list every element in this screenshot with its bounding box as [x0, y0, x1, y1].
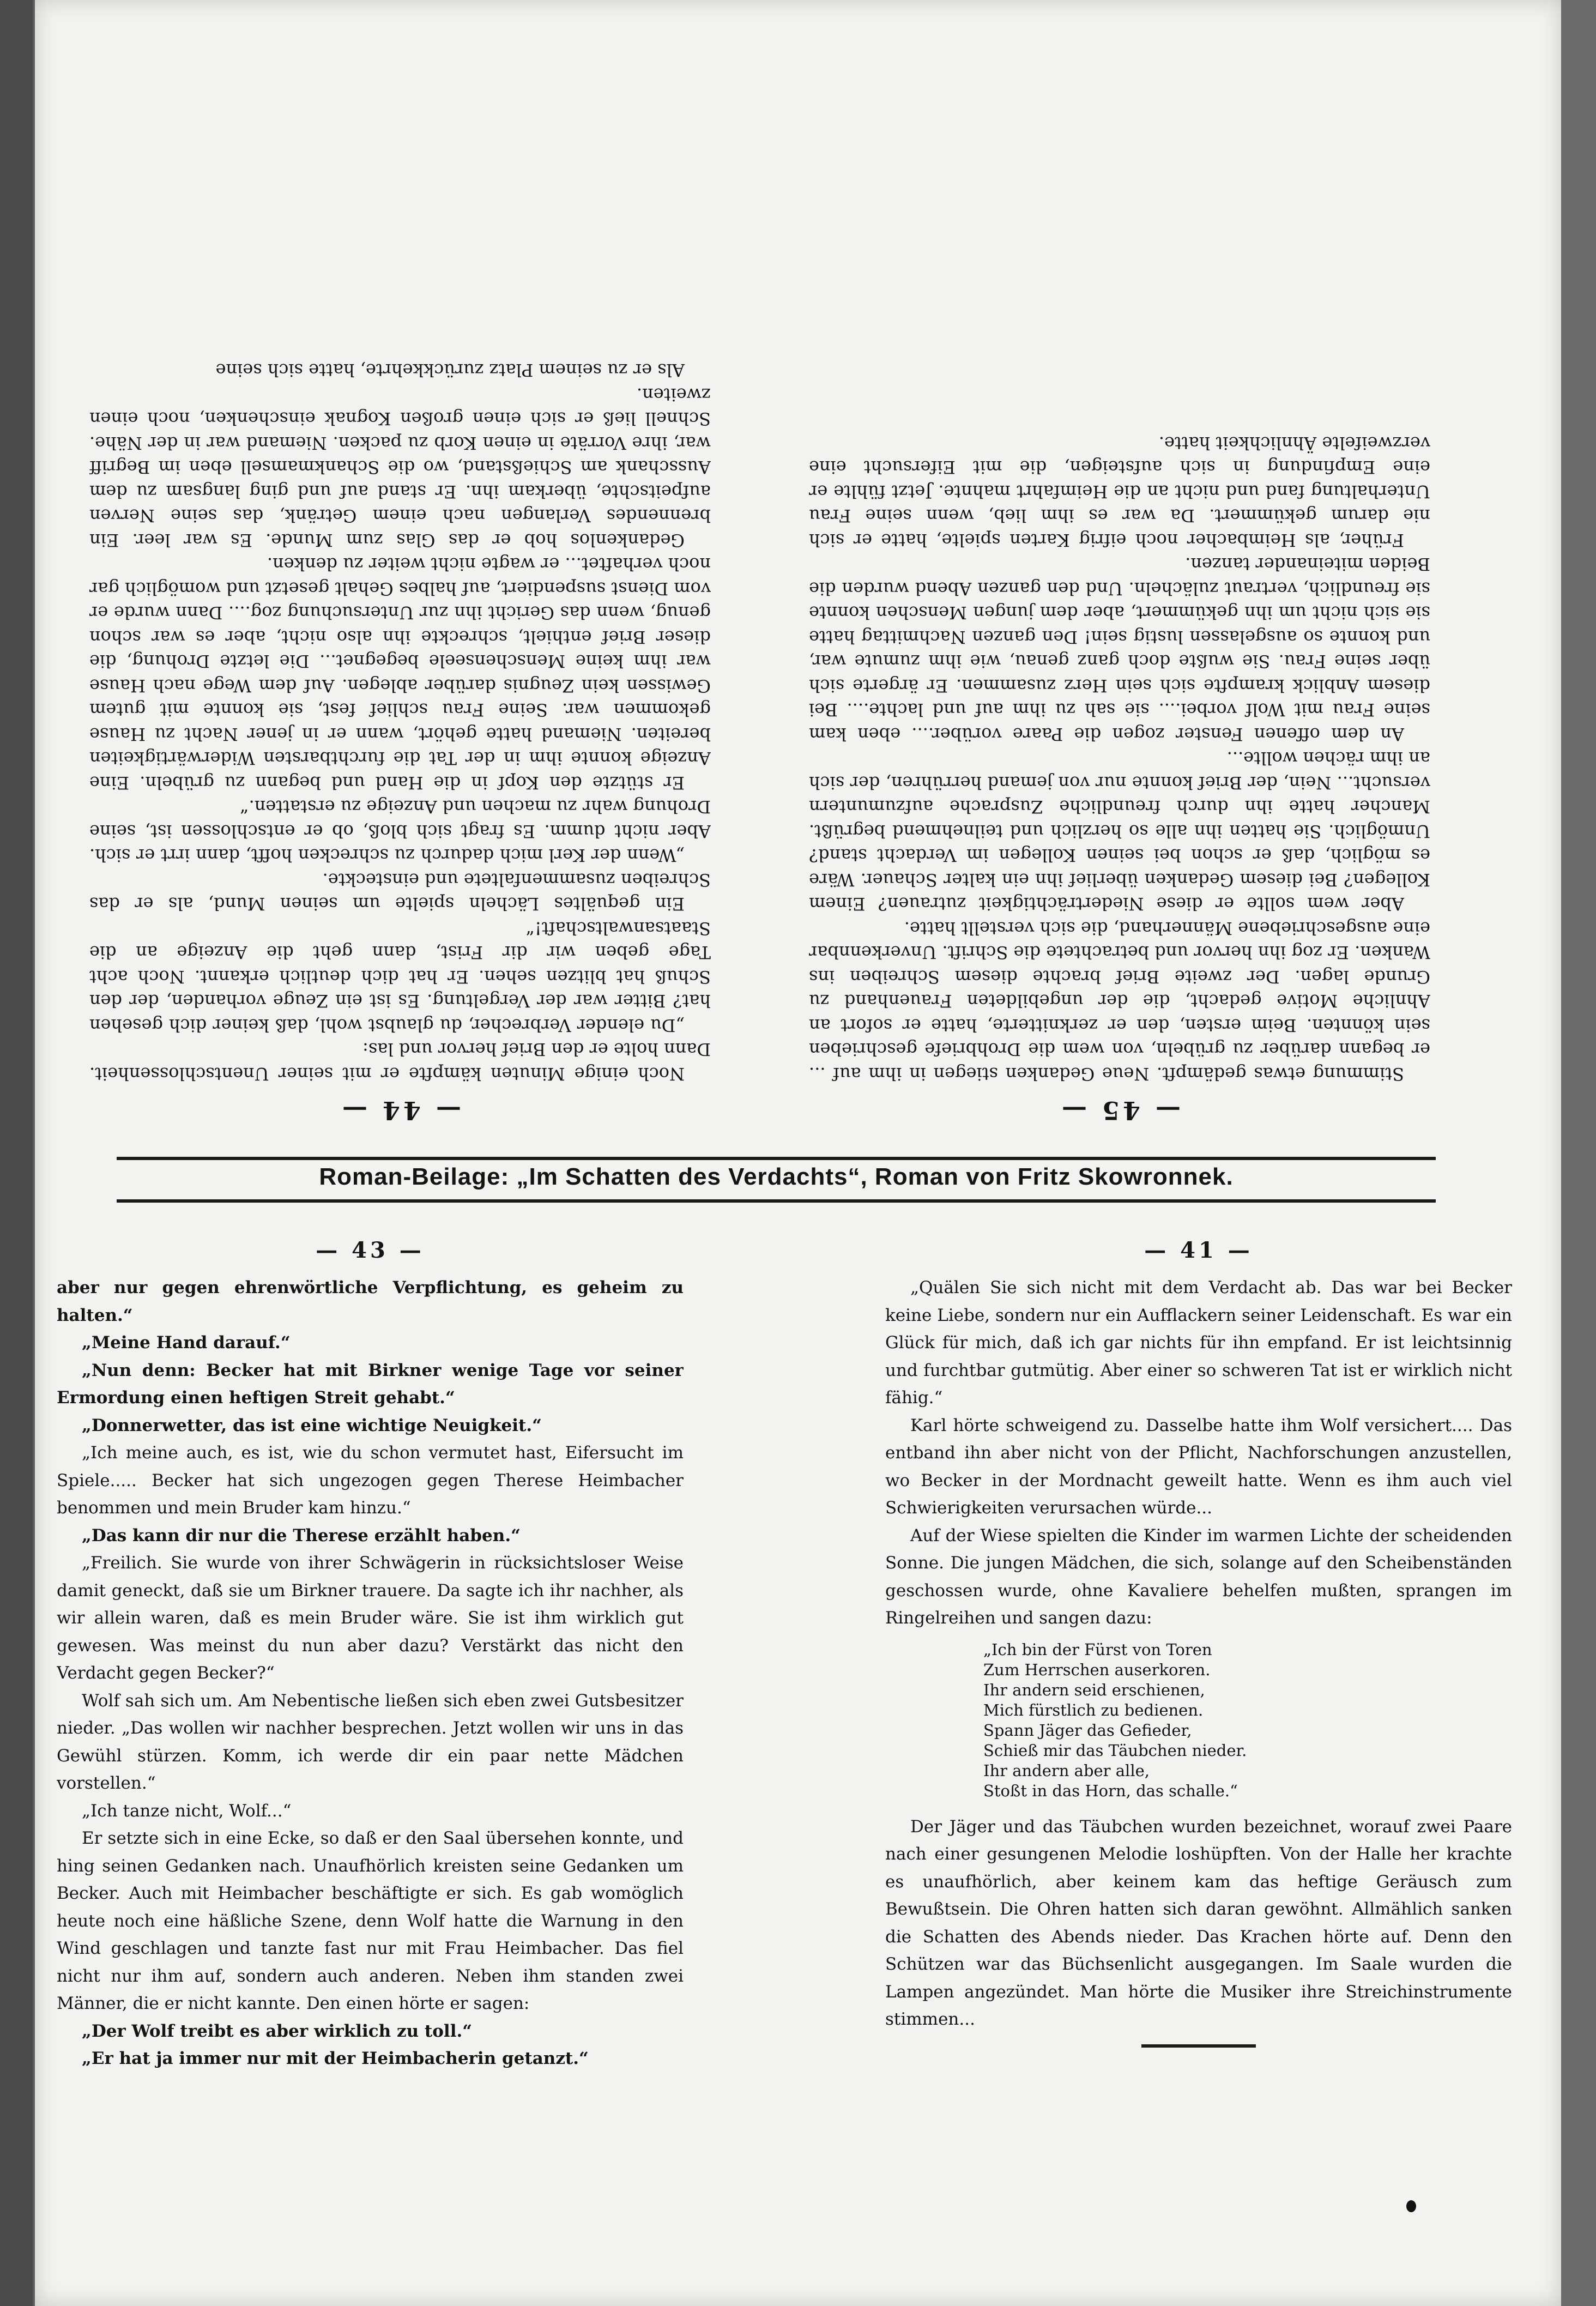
banner-bottom-rule — [117, 1199, 1436, 1203]
verse-line: Mich fürstlich zu bedienen. — [983, 1700, 1204, 1719]
upper-44-paragraph: „Du elender Verbrecher, du glaubst wohl, daß keiner dich gesehen hat? Bitter war der Vergeltung. Es ist ein Zeuge vorhanden, der den Schuß hat blitzen sehen. Er hat dich deutlich erkannt. Noch acht Tage geben wir dir Frist, dann geht die Anzeige an die Staatsanwaltschaft!“ — [89, 918, 711, 1036]
page-number-41: — 41 — — [1144, 1237, 1253, 1263]
page-number-44: — 44 — — [338, 1096, 462, 1125]
paragraph: Auf der Wiese spielten die Kinder im warmen Lichte der scheidenden Sonne. Die jungen Mädchen, die sich, solange auf den Scheibenständen geschossen wurde, ohne Kavaliere behelfen mußten, sprangen im Ringelreihen und sangen dazu: — [885, 1525, 1512, 1628]
upper-44-paragraph: Gedankenlos hob er das Glas zum Munde. Es war leer. Ein brennendes Verlangen nach einem Getränk, das seine Nerven aufpeitschte, überkam ihn. Er stand auf und ging langsam zu dem Ausschank am Schießstand, wo die Schankmamsell eben im Begriff war, ihre Vorräte in einen Korb zu packen. Niemand war in der Nähe. Schnell ließ er sich einen großen Kognak einschenken, noch einen zweiten. — [89, 384, 711, 551]
page-41-text — [885, 1274, 1512, 1632]
paragraph: „Er hat ja immer nur mit der Heimbacherin getanzt.“ — [82, 2049, 589, 2068]
upper-44-paragraph: Er stützte den Kopf in die Hand und begann zu grübeln. Eine Anzeige konnte ihm in der Tat die furchtbarsten Widerwärtigkeiten bereiten. Niemand hatte gehört, wann er in jener Nacht zu Hause gekommen war. Seine Frau schlief fest, sie konnte mit gutem Gewissen kein Zeugnis darüber ablegen. Auf dem Wege nach Hause war ihm keine Menschenseele begegnet... Die letzte Drohung, die dieser Brief enthielt, schreckte ihn also nicht, aber es war schon genug, wenn das Gericht ihn zur Untersuchung zog.... Dann wurde er vom Dienst suspendiert, auf halbes Gehalt gesetzt und womöglich gar noch verhaftet... er wagte nicht weiter zu denken. — [89, 554, 711, 793]
paragraph: „Ich meine auch, es ist, wie du schon vermutet hast, Eifersucht im Spiele..... Becker hat sich ungezogen gegen Therese Heimbacher benommen und mein Bruder kam hinzu.“ — [57, 1443, 684, 1518]
page-41-column — [885, 1237, 1512, 2164]
paragraph: „Donnerwetter, das ist eine wichtige Neuigkeit.“ — [82, 1415, 542, 1435]
verse-line: Zum Herrschen auserkoren. — [983, 1660, 1211, 1679]
song-verse — [983, 1640, 1512, 1801]
paragraph: „Meine Hand darauf.“ — [82, 1333, 291, 1353]
upper-45-paragraph: Aber wem sollte er diese Niederträchtigkeit zutrauen? Einem Kollegen? Bei diesem Gedanken überlief ihn ein kalter Schauer. Wäre es möglich, daß er schon bei seinen Kollegen im Verdacht stand? Unmöglich. Sie hatten ihn alle so herzlich und teilnehmend begrüßt. Mancher hatte ihn durch freundliche Zusprache aufzumuntern versucht... Nein, der Brief konnte nur von jemand herrühren, der sich an ihm rächen wollte... — [809, 748, 1430, 915]
paragraph: Wolf sah sich um. Am Nebentische ließen sich eben zwei Gutsbesitzer nieder. „Das wollen wir nachher besprechen. Jetzt wollen wir uns in das Gewühl stürzen. Komm, ich werde dir ein paar nette Mädchen vorstellen.“ — [57, 1691, 684, 1793]
page-43-text — [57, 1274, 684, 2073]
page-number-43: — 43 — — [316, 1237, 425, 1263]
paragraph: „Quälen Sie sich nicht mit dem Verdacht ab. Das war bei Becker keine Liebe, sondern nur ein Aufflackern seiner Leidenschaft. Es war ein Glück für mich, daß ich gar nichts für ihn empfand. Er ist leichtsinnig und furchtbar gutmütig. Aber einer so schweren Tat ist er wirklich nicht fähig.“ — [885, 1278, 1512, 1408]
right-edge-shadow — [1561, 0, 1596, 2306]
ink-blot — [1406, 2200, 1416, 2212]
paragraph: Karl hörte schweigend zu. Dasselbe hatte ihm Wolf versichert.... Das entband ihn aber nicht von der Pflicht, Nachforschungen anzustellen, wo Becker in der Mordnacht geweilt hatte. Wenn es ihm auch viel Schwierigkeiten verursachen würde... — [885, 1415, 1512, 1518]
paragraph: Er setzte sich in eine Ecke, so daß er den Saal übersehen konnte, und hing seinen Gedanken nach. Unaufhörlich kreisten seine Gedanken um Becker. Auch mit Heimbacher beschäftigte er sich. Es gab womöglich heute noch eine häßliche Szene, denn Wolf hatte die Warnung in den Wind geschlagen und tanzte fast nur mit Frau Heimbacher. Das fiel nicht nur ihm auf, sondern auch anderen. Neben ihm standen zwei Männer, die er nicht kannte. Den einen hörte er sagen: — [57, 1828, 684, 2013]
upper-44-paragraph: Noch einige Minuten kämpfte er mit seiner Unentschlossenheit. Dann holte er den Brief hervor und las: — [89, 1039, 711, 1084]
upper-45-paragraph: An dem offenen Fenster zogen die Paare vorüber.... eben kam seine Frau mit Wolf vorbei.... sie sah zu ihm auf und lachte.... Bei diesem Anblick krampfte sich sein Herz zusammen. Er ärgerte sich über seine Frau. Sie wußte doch ganz genau, wie ihm zumute war, und konnte so ausgelassen lustig sein! Den ganzen Nachmittag hatte sie sich nicht um ihn gekümmert, aber dem jungen Menschen konnte sie freundlich, vertraut zulächeln. Und den ganzen Abend wurden die Beiden miteinander tanzen. — [809, 554, 1430, 745]
book-gutter-shadow — [0, 0, 33, 2306]
verse-line: Stoßt in das Horn, das schalle.“ — [983, 1781, 1238, 1800]
upper-44-paragraph: Als er zu seinem Platz zurückkehrte, hatte sich seine — [215, 360, 685, 381]
upper-44-paragraph: „Wenn der Kerl mich dadurch zu schrecken hofft, dann irrt er sich. Aber nicht dumm. Es fragt sich bloß, ob er entschlossen ist, seine Drohung wahr zu machen und Anzeige zu erstatten.“ — [89, 796, 711, 866]
paragraph: „Der Wolf treibt es aber wirklich zu toll.“ — [82, 2021, 473, 2041]
roman-beilage-banner: Roman-Beilage: „Im Schatten des Verdachts“, Roman von Fritz Skowronnek. — [319, 1163, 1234, 1190]
paragraph: „Das kann dir nur die Therese erzählt haben.“ — [82, 1525, 521, 1546]
newspaper-page — [35, 0, 1561, 2306]
verse-line: „Ich bin der Fürst von Toren — [983, 1640, 1212, 1659]
verse-line: Ihr andern aber alle, — [983, 1761, 1150, 1780]
verse-line: Spann Jäger das Gefieder, — [983, 1721, 1192, 1740]
chapter-end-rule — [1141, 2044, 1256, 2048]
upper-44-paragraph: Ein gequältes Lächeln spielte um seinen Mund, als er das Schreiben zusammenfaltete und einsteckte. — [89, 870, 711, 915]
paragraph: „Ich tanze nicht, Wolf...“ — [82, 1801, 292, 1821]
page-43-column — [57, 1237, 684, 2159]
paragraph: aber nur gegen ehrenwörtliche Verpflichtung, es geheim zu halten.“ — [57, 1278, 684, 1325]
verse-line: Schieß mir das Täubchen nieder. — [983, 1741, 1247, 1760]
paragraph: „Freilich. Sie wurde von ihrer Schwägerin in rücksichtsloser Weise damit geneckt, daß sie um Birkner trauere. Da sagte ich ihr nachher, als wir allein waren, daß es mein Bruder wäre. Sie ist ihm wirklich gut gewesen. Was meinst du nun aber dazu? Verstärkt das nicht den Verdacht gegen Becker?“ — [57, 1553, 684, 1683]
upper-45-paragraph: Stimmung etwas gedämpft. Neue Gedanken stiegen in ihm auf ... er begann darüber zu grübeln, von wem die Drohbriefe geschrieben sein könnten. Beim ersten, den er zerknitterte, hatte er sofort an Ahnliche Motive gedacht, die der ungebildeten Frauenhand zu Grunde lagen. Der zweite Brief brachte diesem Schreiben ins Wanken. Er zog ihn hervor und betrachtete die Schrift. Unverkennbar eine ausgeschriebene Männerhand, die sich verstellt hatte. — [809, 918, 1430, 1084]
paragraph: „Nun denn: Becker hat mit Birkner wenige Tage vor seiner Ermordung einen heftigen Streit gehabt.“ — [57, 1360, 684, 1408]
page-number-45: — 45 — — [1058, 1096, 1181, 1125]
banner-top-rule — [117, 1157, 1436, 1160]
page-41-after-verse: Der Jäger und das Täubchen wurden bezeichnet, worauf zwei Paare nach einer gesungenen Melodie loshüpften. Von der Halle her krachte es unaufhörlich, aber keinem kam das heftige Geräusch zum Bewußtsein. Die Ohren hatten sich daran gewöhnt. Allmählich sanken die Schatten des Abends nieder. Das Krachen hörte auf. Denn den Schützen war das Büchsenlicht ausgegangen. Im Saale wurden die Lampen angezündet. Man hörte die Musiker ihre Streichinstrumente stimmen... — [885, 1816, 1512, 2029]
upper-45-paragraph: Früher, als Heimbacher noch eifrig Karten spielte, hatte er sich nie darum gekümmert. Da war es ihm lieb, wenn seine Frau Unterhaltung fand und nicht an die Heimfahrt mahnte. Jetzt fühlte er eine Empfindung in sich aufsteigen, die mit Eifersucht eine verzweifelte Ähnlichkeit hatte. — [809, 433, 1430, 551]
upper-page-45 — [809, 33, 1430, 1128]
verse-line: Ihr andern seid erschienen, — [983, 1680, 1205, 1699]
upper-page-44 — [89, 33, 711, 1128]
inverted-upper-half — [78, 33, 1430, 1128]
